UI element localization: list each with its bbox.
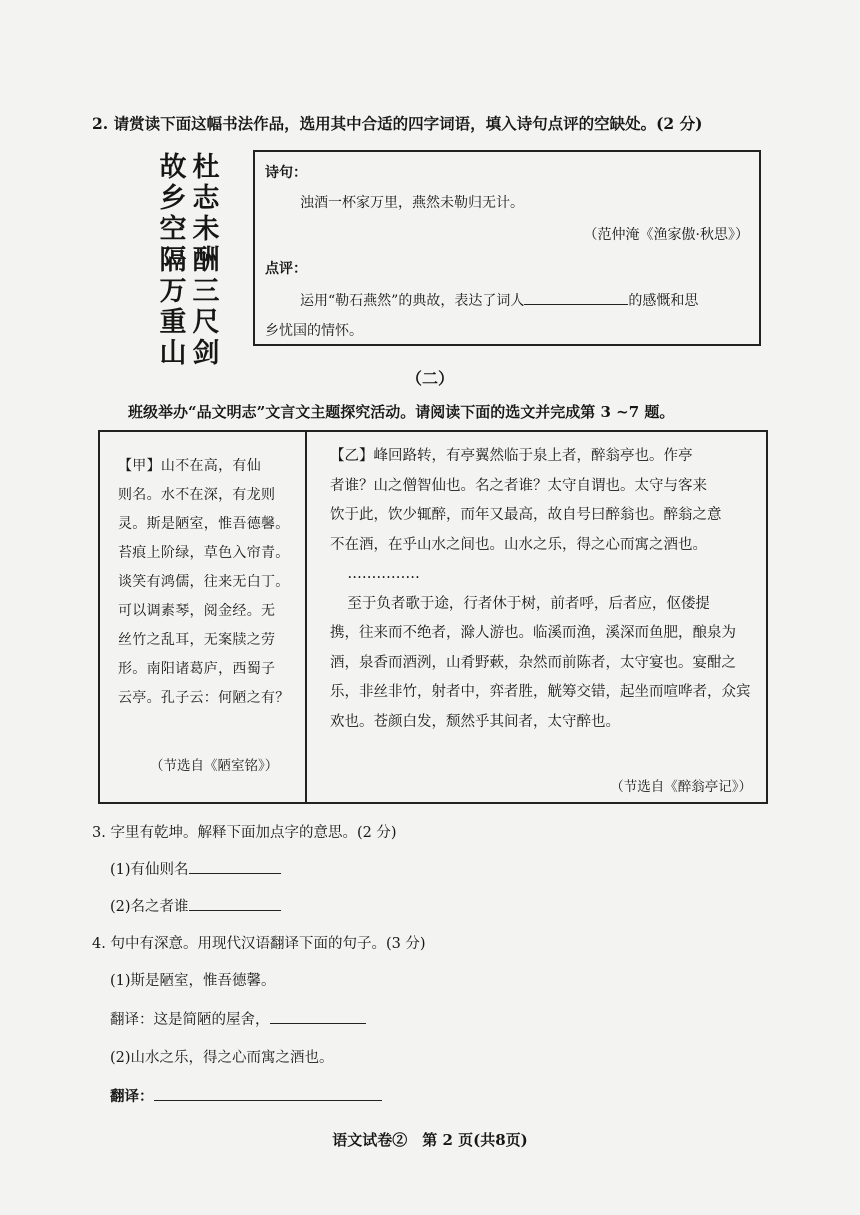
poem-line: 浊酒一杯家万里，燕然未勒归无计。 xyxy=(300,195,524,211)
calligraphy-column-left xyxy=(156,152,190,369)
calligraphy-char: 重 xyxy=(159,307,187,338)
question-4-item-2: (2)山水之乐，得之心而寓之酒也。 xyxy=(110,1050,334,1066)
comment-line-2: 乡忧国的情怀。 xyxy=(265,323,363,339)
calligraphy-char: 山 xyxy=(159,338,187,369)
passage-line: 欢也。苍颜白发，颓然乎其间者，太守醉也。 xyxy=(330,713,620,730)
calligraphy-column-right xyxy=(189,152,223,369)
passage-line: 谈笑有鸿儒，往来无白丁。 xyxy=(118,574,290,590)
comment-text-1: 运用“勒石燕然”的典故，表达了词人 xyxy=(300,293,525,309)
question-3-item-1 xyxy=(110,858,281,879)
passages-box xyxy=(98,430,768,804)
passage-a xyxy=(118,452,298,713)
answer-blank-q4-1[interactable] xyxy=(270,1023,366,1024)
calligraphy-char: 三 xyxy=(192,276,220,307)
passage-b-source: （节选自《醉翁亭记》） xyxy=(610,779,752,795)
calligraphy-char: 故 xyxy=(159,152,187,183)
answer-blank-q3-1[interactable] xyxy=(189,873,281,874)
passage-line: …………… xyxy=(347,566,420,582)
calligraphy-char: 乡 xyxy=(159,183,187,214)
question-3-prompt: 3. 字里有乾坤。解释下面加点字的意思。(2 分) xyxy=(92,825,397,841)
passage-line: 【乙】峰回路转，有亭翼然临于泉上者，醉翁亭也。作亭 xyxy=(330,448,693,464)
passage-a-source: （节选自《陋室铭》） xyxy=(150,758,279,774)
question-3-item-2 xyxy=(110,895,281,916)
passage-divider xyxy=(305,432,307,802)
passage-line: 灵。斯是陋室，惟吾德馨。 xyxy=(118,516,290,532)
calligraphy-char: 尺 xyxy=(192,307,220,338)
passage-line: 云亭。孔子云：何陋之有？ xyxy=(118,690,290,706)
comment-text-2: 的感慨和思 xyxy=(628,293,699,309)
passage-line: 【甲】山不在高，有仙 xyxy=(118,458,261,474)
passage-line: 携，往来而不绝者，滁人游也。临溪而渔，溪深而鱼肥，酿泉为 xyxy=(330,625,736,641)
passage-line: 至于负者歌于途，行者休于树，前者呼，后者应，伛偻提 xyxy=(347,595,710,612)
passage-line: 则名。水不在深，有龙则 xyxy=(118,487,276,503)
passage-line: 可以调素琴，阅金经。无 xyxy=(118,603,276,619)
passage-b xyxy=(330,442,760,737)
answer-blank-q3-2[interactable] xyxy=(189,910,281,911)
section-intro: 班级举办“品文明志”文言文主题探究活动。请阅读下面的选文并完成第 3 ~7 题。 xyxy=(128,403,675,421)
poem-label: 诗句： xyxy=(265,165,307,181)
calligraphy-char: 志 xyxy=(192,183,220,214)
comment-line xyxy=(300,290,698,310)
calligraphy-char: 空 xyxy=(159,214,187,245)
calligraphy-char: 杜 xyxy=(192,152,220,183)
calligraphy-char: 剑 xyxy=(192,338,220,369)
q3-item-1-text: (1)有仙则名 xyxy=(110,862,189,878)
passage-line: 不在酒，在乎山水之间也。山水之乐，得之心而寓之酒也。 xyxy=(330,536,707,553)
poem-source: （范仲淹《渔家傲·秋思》） xyxy=(583,227,749,243)
poem-comment-box xyxy=(253,150,761,346)
question-4-translation-1 xyxy=(110,1008,366,1029)
translation-1-label: 翻译：这是简陋的屋舍， xyxy=(110,1012,270,1028)
passage-line: 形。南阳诸葛庐，西蜀子 xyxy=(118,661,276,677)
passage-line: 饮于此，饮少辄醉，而年又最高，故自号曰醉翁也。醉翁之意 xyxy=(330,507,722,523)
passage-line: 苔痕上阶绿，草色入帘青。 xyxy=(118,545,290,561)
calligraphy-char: 隔 xyxy=(159,245,187,276)
page-footer: 语文试卷② 第 2 页(共8页) xyxy=(332,1131,528,1149)
passage-line: 酒，泉香而酒洌，山肴野蔌，杂然而前陈者，太守宴也。宴酣之 xyxy=(330,654,736,671)
translation-2-label: 翻译： xyxy=(110,1088,154,1105)
question-2-prompt: 2. 请赏读下面这幅书法作品，选用其中合适的四字词语，填入诗句点评的空缺处。(2 分) xyxy=(92,114,703,133)
calligraphy-char: 未 xyxy=(192,214,220,245)
passage-line: 者谁？山之僧智仙也。名之者谁？太守自谓也。太守与客来 xyxy=(330,477,707,494)
section-title: （二） xyxy=(405,369,454,388)
q3-item-2-text: (2)名之者谁 xyxy=(110,899,189,915)
answer-blank-q4-2[interactable] xyxy=(154,1100,382,1101)
question-4-prompt: 4. 句中有深意。用现代汉语翻译下面的句子。(3 分) xyxy=(92,936,426,952)
calligraphy-char: 酬 xyxy=(192,245,220,276)
question-4-item-1: (1)斯是陋室，惟吾德馨。 xyxy=(110,973,276,989)
answer-blank-q2[interactable] xyxy=(524,304,628,305)
passage-line: 乐，非丝非竹，射者中，弈者胜，觥筹交错，起坐而喧哗者，众宾 xyxy=(330,684,751,700)
passage-line: 丝竹之乱耳，无案牍之劳 xyxy=(118,632,276,648)
question-4-translation-2 xyxy=(110,1085,382,1106)
comment-label: 点评： xyxy=(265,261,307,277)
calligraphy-char: 万 xyxy=(159,276,187,307)
